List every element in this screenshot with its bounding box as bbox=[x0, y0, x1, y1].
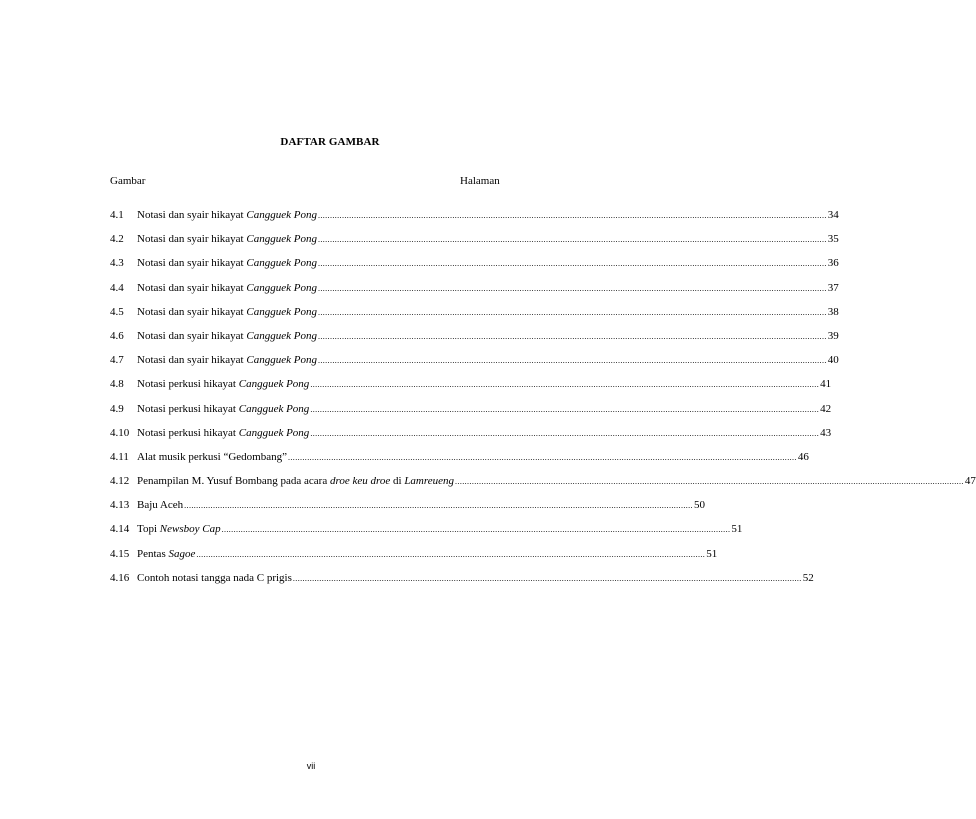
dot-leader bbox=[318, 284, 827, 293]
figure-number: 4.3 bbox=[110, 257, 124, 270]
caption-italic-text: Cangguek Pong bbox=[238, 402, 310, 415]
figure-caption bbox=[137, 451, 287, 463]
dot-leader bbox=[318, 211, 827, 220]
figure-caption bbox=[137, 378, 309, 390]
caption-italic-text: Cangguek Pong bbox=[238, 426, 310, 439]
dot-leader bbox=[318, 259, 827, 268]
page-reference: 40 bbox=[827, 354, 839, 367]
page-reference: 51 bbox=[706, 547, 718, 560]
list-item bbox=[110, 329, 839, 354]
caption-text: Contoh notasi tangga nada C prigis bbox=[137, 571, 292, 584]
page-reference: 43 bbox=[820, 426, 832, 439]
caption-text: Notasi dan syair hikayat bbox=[137, 329, 247, 342]
caption-italic-text: Cangguek Pong bbox=[246, 354, 317, 367]
figure-number: 4.15 bbox=[110, 547, 130, 560]
list-item bbox=[110, 402, 832, 427]
list-item bbox=[110, 257, 839, 281]
figure-caption bbox=[137, 282, 317, 294]
figure-caption bbox=[137, 523, 221, 535]
figure-number: 4.14 bbox=[110, 523, 130, 536]
caption-text: Alat musik perkusi “Gedombang” bbox=[137, 450, 287, 463]
figure-caption bbox=[137, 475, 454, 487]
caption-text: Penampilan M. Yusuf Bombang pada acara bbox=[137, 475, 330, 488]
list-item bbox=[110, 209, 839, 233]
figure-list bbox=[110, 209, 976, 596]
list-item bbox=[110, 281, 839, 306]
caption-italic-text: Cangguek Pong bbox=[246, 233, 317, 246]
figure-number: 4.6 bbox=[110, 329, 124, 342]
dot-leader bbox=[184, 501, 693, 510]
figure-caption bbox=[137, 306, 317, 318]
dot-leader bbox=[310, 429, 819, 438]
caption-text: Notasi perkusi hikayat bbox=[137, 402, 239, 415]
figure-caption bbox=[137, 354, 317, 366]
dot-leader bbox=[288, 453, 797, 462]
figure-caption bbox=[137, 209, 317, 221]
figure-caption bbox=[137, 330, 317, 342]
page-reference: 37 bbox=[827, 281, 839, 294]
dot-leader bbox=[318, 308, 827, 317]
caption-text: Notasi dan syair hikayat bbox=[137, 305, 247, 318]
caption-text: Baju Aceh bbox=[137, 499, 184, 512]
caption-text: Notasi perkusi hikayat bbox=[137, 378, 239, 391]
list-item bbox=[110, 475, 976, 499]
caption-text: Notasi perkusi hikayat bbox=[137, 426, 239, 439]
page-reference: 52 bbox=[802, 571, 814, 584]
caption-italic-text: droe keu droe bbox=[329, 475, 391, 488]
figure-number: 4.8 bbox=[110, 378, 124, 391]
figure-number: 4.16 bbox=[110, 571, 130, 584]
figure-number: 4.5 bbox=[110, 305, 124, 318]
caption-text: Notasi dan syair hikayat bbox=[137, 281, 247, 294]
figure-number: 4.13 bbox=[110, 499, 130, 512]
figure-number: 4.1 bbox=[110, 209, 124, 221]
page-reference: 35 bbox=[827, 233, 839, 246]
page-reference: 38 bbox=[827, 305, 839, 318]
caption-text: Topi bbox=[137, 523, 160, 536]
figure-number: 4.2 bbox=[110, 233, 124, 246]
column-header-figure: Gambar bbox=[110, 175, 146, 187]
caption-text: Notasi dan syair hikayat bbox=[137, 354, 247, 367]
page-reference: 46 bbox=[797, 450, 809, 463]
caption-italic-text: Cangguek Pong bbox=[246, 209, 317, 221]
dot-leader bbox=[222, 525, 731, 534]
page-reference: 50 bbox=[693, 499, 705, 512]
figure-caption bbox=[137, 233, 317, 245]
caption-italic-text: Lamreueng bbox=[404, 475, 455, 488]
caption-italic-text: Cangguek Pong bbox=[238, 378, 310, 391]
caption-text: Notasi dan syair hikayat bbox=[137, 209, 247, 221]
figure-caption bbox=[137, 427, 309, 439]
list-item bbox=[110, 233, 839, 257]
caption-italic-text: Newsboy Cap bbox=[159, 523, 221, 536]
list-item bbox=[110, 305, 839, 330]
page-reference: 39 bbox=[827, 329, 839, 342]
dot-leader bbox=[455, 477, 964, 486]
caption-italic-text: Cangguek Pong bbox=[246, 329, 317, 342]
figure-caption bbox=[137, 499, 183, 511]
dot-leader bbox=[293, 574, 802, 583]
figure-caption bbox=[137, 572, 292, 584]
dot-leader bbox=[196, 550, 705, 559]
figure-caption bbox=[137, 403, 309, 415]
dot-leader bbox=[318, 235, 827, 244]
list-item bbox=[110, 547, 718, 572]
caption-text: Notasi dan syair hikayat bbox=[137, 233, 247, 246]
column-header-page: Halaman bbox=[460, 175, 500, 187]
dot-leader bbox=[318, 332, 827, 341]
list-item bbox=[110, 426, 832, 451]
page-number: vii bbox=[306, 761, 316, 771]
page-reference: 42 bbox=[820, 402, 832, 415]
list-item bbox=[110, 354, 839, 378]
page-title: DAFTAR GAMBAR bbox=[280, 136, 380, 148]
list-item bbox=[110, 450, 809, 475]
caption-italic-text: Cangguek Pong bbox=[246, 305, 317, 318]
page-reference: 47 bbox=[964, 475, 976, 488]
caption-text: di bbox=[390, 475, 405, 488]
dot-leader bbox=[310, 405, 819, 414]
page-reference: 36 bbox=[827, 257, 839, 270]
list-item bbox=[110, 499, 705, 523]
dot-leader bbox=[318, 356, 827, 365]
figure-caption bbox=[137, 548, 195, 560]
figure-number: 4.7 bbox=[110, 354, 124, 367]
page-reference: 51 bbox=[731, 523, 743, 536]
caption-italic-text: Cangguek Pong bbox=[246, 257, 317, 270]
caption-text: Notasi dan syair hikayat bbox=[137, 257, 247, 270]
caption-italic-text: Sagoe bbox=[168, 547, 196, 560]
page-reference: 34 bbox=[827, 209, 839, 221]
list-item bbox=[110, 571, 814, 596]
dot-leader bbox=[310, 380, 819, 389]
figure-number: 4.11 bbox=[110, 450, 129, 463]
caption-italic-text: Cangguek Pong bbox=[246, 281, 317, 294]
figure-caption bbox=[137, 257, 317, 269]
figure-number: 4.12 bbox=[110, 475, 130, 488]
list-item bbox=[110, 523, 743, 547]
figure-number: 4.4 bbox=[110, 281, 124, 294]
list-item bbox=[110, 378, 832, 402]
figure-number: 4.10 bbox=[110, 426, 130, 439]
figure-number: 4.9 bbox=[110, 402, 124, 415]
page-reference: 41 bbox=[820, 378, 832, 391]
caption-text: Pentas bbox=[137, 547, 169, 560]
